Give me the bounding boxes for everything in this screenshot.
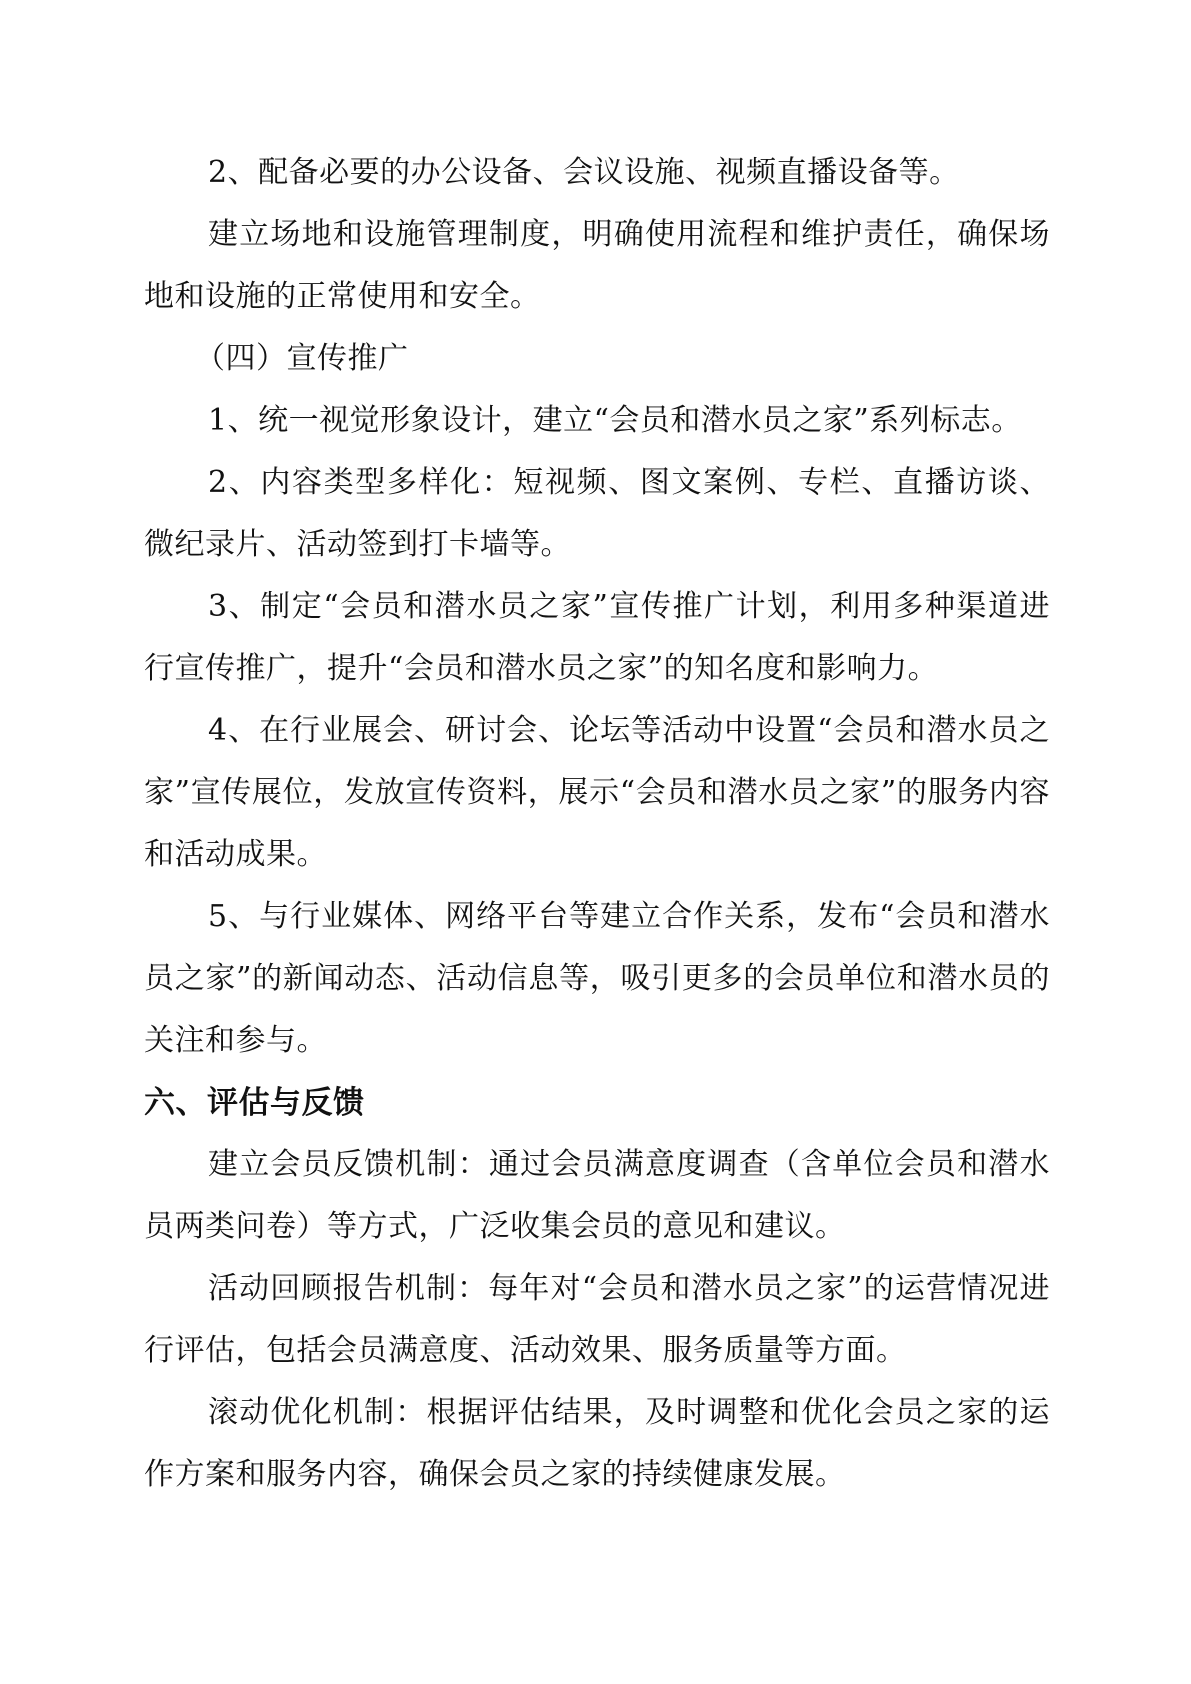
subsection-heading-promotion: （四）宣传推广 (195, 341, 409, 376)
paragraph-facility-management: 建立场地和设施管理制度，明确使用流程和维护责任，确保场地和设施的正常使用和安全。 (144, 217, 1050, 314)
section-heading-evaluation: 六、评估与反馈 (144, 1085, 365, 1121)
paragraph-media-cooperation: 5、与行业媒体、网络平台等建立合作关系，发布“会员和潜水员之家”的新闻动态、活动信息等，吸引更多的会员单位和潜水员的关注和参与。 (144, 899, 1050, 1058)
paragraph-rolling-optimization: 滚动优化机制：根据评估结果，及时调整和优化会员之家的运作方案和服务内容，确保会员之家的持续健康发展。 (144, 1395, 1050, 1492)
paragraph-content-types: 2、内容类型多样化：短视频、图文案例、专栏、直播访谈、微纪录片、活动签到打卡墙等。 (144, 465, 1050, 562)
paragraph-exhibition-booth: 4、在行业展会、研讨会、论坛等活动中设置“会员和潜水员之家”宣传展位，发放宣传资料，展示“会员和潜水员之家”的服务内容和活动成果。 (144, 713, 1050, 872)
paragraph-promotion-plan: 3、制定“会员和潜水员之家”宣传推广计划，利用多种渠道进行宣传推广，提升“会员和潜水员之家”的知名度和影响力。 (144, 589, 1050, 686)
paragraph-review-report: 活动回顾报告机制：每年对“会员和潜水员之家”的运营情况进行评估，包括会员满意度、活动效果、服务质量等方面。 (144, 1271, 1050, 1368)
paragraph-visual-identity: 1、统一视觉形象设计，建立“会员和潜水员之家”系列标志。 (208, 403, 1022, 438)
paragraph-equipment: 2、配备必要的办公设备、会议设施、视频直播设备等。 (208, 155, 960, 190)
paragraph-feedback-mechanism: 建立会员反馈机制：通过会员满意度调查（含单位会员和潜水员两类问卷）等方式，广泛收集会员的意见和建议。 (144, 1147, 1050, 1244)
document-body (144, 142, 1050, 1506)
